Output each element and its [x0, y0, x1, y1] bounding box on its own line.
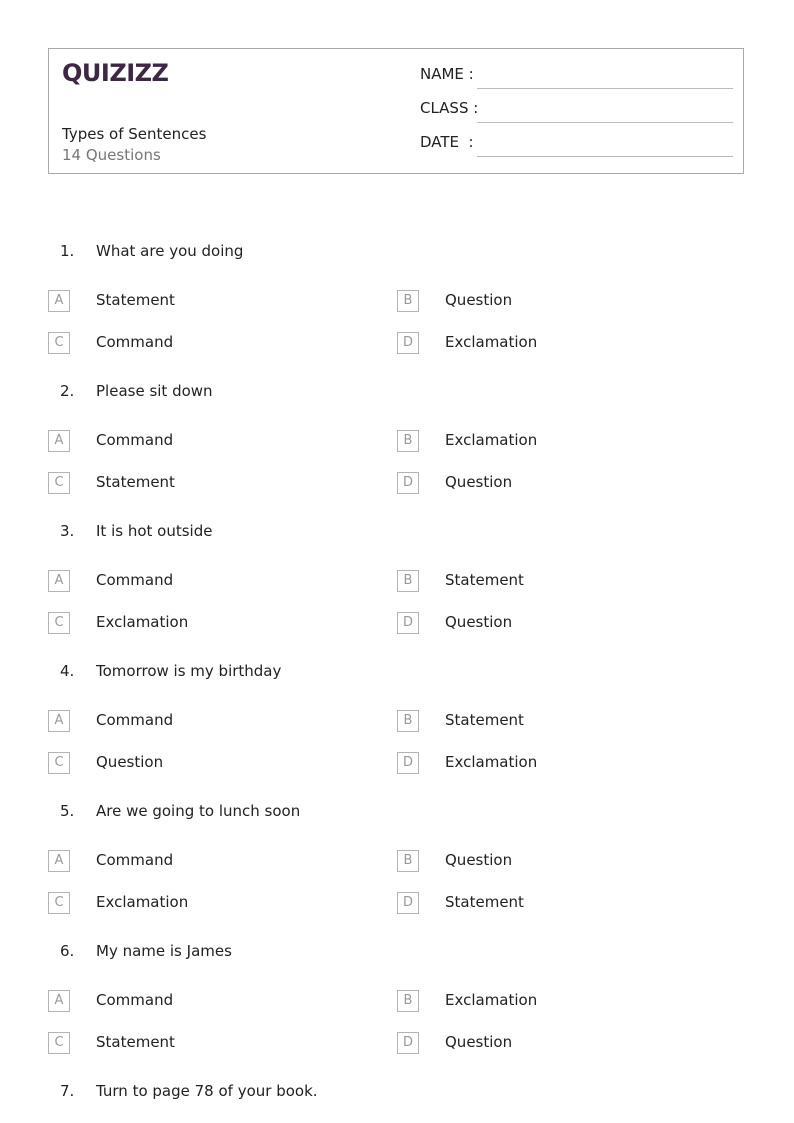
question-text: Turn to page 78 of your book.	[96, 1082, 318, 1100]
option-text: Statement	[96, 1033, 175, 1051]
question-number: 1.	[60, 242, 75, 260]
option-text: Question	[445, 1033, 513, 1051]
question-7	[0, 1082, 794, 1112]
class-line[interactable]	[477, 122, 733, 123]
option-letter-box: C	[48, 472, 70, 494]
question-3	[0, 522, 794, 662]
option-letter-box: C	[48, 612, 70, 634]
option-letter-box: A	[48, 990, 70, 1012]
question-text: My name is James	[96, 942, 232, 960]
option-text: Question	[96, 753, 164, 771]
question-number: 6.	[60, 942, 75, 960]
option-text: Exclamation	[445, 753, 538, 771]
option-text: Command	[96, 711, 174, 729]
option-letter-box: D	[397, 752, 419, 774]
option-text: Exclamation	[445, 431, 538, 449]
name-field[interactable]	[420, 65, 733, 89]
date-label: DATE :	[420, 133, 474, 151]
option-text: Command	[96, 333, 174, 351]
question-5	[0, 802, 794, 942]
option-letter-box: C	[48, 752, 70, 774]
option-letter-box: A	[48, 430, 70, 452]
option-letter-box: C	[48, 1032, 70, 1054]
option-letter-box: D	[397, 892, 419, 914]
option-text: Command	[96, 991, 174, 1009]
option-letter-box: B	[397, 710, 419, 732]
option-letter-box: A	[48, 570, 70, 592]
option-text: Exclamation	[445, 333, 538, 351]
option-letter-box: A	[48, 850, 70, 872]
option-text: Statement	[96, 291, 175, 309]
worksheet-header	[48, 48, 744, 174]
option-letter-box: B	[397, 430, 419, 452]
option-text: Statement	[445, 571, 524, 589]
option-text: Exclamation	[445, 991, 538, 1009]
option-letter-box: C	[48, 332, 70, 354]
option-letter-box: C	[48, 892, 70, 914]
option-text: Exclamation	[96, 893, 189, 911]
option-text: Question	[445, 291, 513, 309]
option-text: Statement	[445, 711, 524, 729]
option-text: Question	[445, 613, 513, 631]
option-letter-box: B	[397, 850, 419, 872]
question-text: Are we going to lunch soon	[96, 802, 301, 820]
option-letter-box: D	[397, 472, 419, 494]
date-field[interactable]	[420, 133, 733, 157]
class-field[interactable]	[420, 99, 733, 123]
question-number: 7.	[60, 1082, 75, 1100]
option-letter-box: D	[397, 332, 419, 354]
option-text: Question	[445, 851, 513, 869]
question-text: Tomorrow is my birthday	[96, 662, 282, 680]
question-text: What are you doing	[96, 242, 244, 260]
option-text: Command	[96, 571, 174, 589]
question-count: 14 Questions	[62, 146, 161, 164]
option-text: Command	[96, 431, 174, 449]
question-number: 5.	[60, 802, 75, 820]
option-text: Exclamation	[96, 613, 189, 631]
question-number: 3.	[60, 522, 75, 540]
question-number: 4.	[60, 662, 75, 680]
question-2	[0, 382, 794, 522]
question-text: It is hot outside	[96, 522, 213, 540]
question-1	[0, 242, 794, 382]
name-line[interactable]	[477, 88, 733, 89]
question-number: 2.	[60, 382, 75, 400]
option-text: Command	[96, 851, 174, 869]
option-text: Question	[445, 473, 513, 491]
worksheet-title: Types of Sentences	[62, 125, 207, 143]
question-6	[0, 942, 794, 1082]
option-letter-box: B	[397, 990, 419, 1012]
option-text: Statement	[96, 473, 175, 491]
option-text: Statement	[445, 893, 524, 911]
option-letter-box: A	[48, 710, 70, 732]
question-4	[0, 662, 794, 802]
date-line[interactable]	[477, 156, 733, 157]
question-text: Please sit down	[96, 382, 213, 400]
name-label: NAME :	[420, 65, 474, 83]
quizizz-logo: QUIZIZZ	[62, 59, 169, 87]
option-letter-box: B	[397, 570, 419, 592]
option-letter-box: B	[397, 290, 419, 312]
option-letter-box: D	[397, 612, 419, 634]
class-label: CLASS :	[420, 99, 479, 117]
option-letter-box: A	[48, 290, 70, 312]
option-letter-box: D	[397, 1032, 419, 1054]
